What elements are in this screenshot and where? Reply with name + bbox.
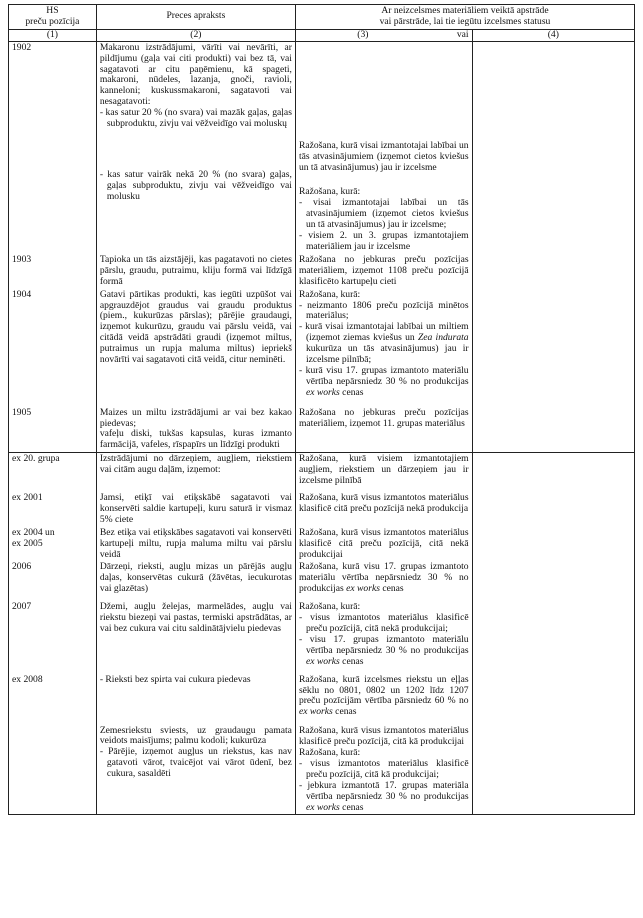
alternative-rule — [472, 596, 634, 668]
table-row — [9, 669, 635, 815]
processing-rule: Ražošana, kurā visus izmantotos materiālus klasificē citā preču pozīcijā, citā nekā produkcijai — [295, 527, 472, 562]
description: Bez etiķa vai etiķskābes sagatavoti vai konservēti kartupeļi miltu, rupja maluma miltu vai pārslu veidā — [96, 527, 295, 562]
processing-rule: Ražošana no jebkuras preču pozīcijas materiāliem, izņemot 1108 preču pozīcijā klasificēto kartupeļu cieti — [295, 254, 472, 289]
header-hs-code: HS preču pozīcija — [9, 5, 97, 30]
hs-code: 1902 — [9, 41, 97, 254]
table-row — [9, 488, 635, 527]
processing-rule: Ražošana, kurā: - neizmanto 1806 preču pozīcijā minētos materiālus; - kurā visai izmantotajai labībai un miltiem (izņemot ziemas kviešus un Zea indurata kukurūza un tās atvasinājumus) jau ir izcelsme pilnībā; - kurā visu 17. grupas izmantoto materiālu vērtība nepārsniedz 30 % no produkcijas ex works cenas — [295, 289, 472, 400]
table-row — [9, 527, 635, 562]
hs-code: 1905 — [9, 400, 97, 453]
hs-code: 1904 — [9, 289, 97, 400]
table-row — [9, 561, 635, 596]
description: Jamsi, etiķī vai etiķskābē sagatavoti vai konservēti saldie kartupeļi, kuru saturā ir vismaz 5% ciete — [96, 488, 295, 527]
hs-code: 2007 — [9, 596, 97, 668]
origin-rules-table — [8, 4, 635, 815]
alternative-rule — [472, 527, 634, 562]
hs-code: ex 2001 — [9, 488, 97, 527]
alternative-rule — [472, 289, 634, 400]
document-page — [8, 4, 635, 914]
alternative-rule — [472, 400, 634, 453]
alternative-rule — [472, 669, 634, 815]
column-number-3: (3) vai — [295, 29, 472, 41]
description: Izstrādājumi no dārzeņiem, augļiem, riekstiem vai citām augu daļām, izņemot: — [96, 453, 295, 488]
alternative-rule — [472, 561, 634, 596]
alternative-rule — [472, 41, 634, 254]
processing-rule: Ražošana no jebkuras preču pozīcijas materiāliem, izņemot 11. grupas materiālus — [295, 400, 472, 453]
header-row — [9, 5, 635, 30]
table-row — [9, 453, 635, 488]
table-row — [9, 41, 635, 254]
alternative-rule — [472, 254, 634, 289]
processing-rule: Ražošana, kurā: - visus izmantotos materiālus klasificē preču pozīcijā, citā nekā produkcijai; - visu 17. grupas izmantoto materiālu vērtība nepārsniedz 30 % no produkcijas ex works cenas — [295, 596, 472, 668]
description: Maizes un miltu izstrādājumi ar vai bez kakao piedevas; vafeļu diski, tukšas kapsulas, kuras izmanto farmācijā, vafeles, rīspapīrs un līdzīgi produkti — [96, 400, 295, 453]
hs-code: ex 20. grupa — [9, 453, 97, 488]
column-number-4: (4) — [472, 29, 634, 41]
description: Džemi, augļu želejas, marmelādes, augļu vai riekstu biezeņi vai pastas, termiski apstrādātas, ar vai bez cukura vai citu saldinātājvielu piedevas — [96, 596, 295, 668]
description: Gatavi pārtikas produkti, kas iegūti uzpūšot vai apgrauzdējot graudus vai graudu produktus (piem., kukurūzas pārslas); pārējie graudaugi, izņemot kukurūzu, graudu vai pārslu veidā, vai citādā veidā apstrādāti graudi (izņemot miltus, putraimus un rupja maluma miltus) iepriekš novārīti vai sagatavoti citā veidā, citur neminēti. — [96, 289, 295, 400]
header-description: Preces apraksts — [96, 5, 295, 30]
alternative-rule — [472, 488, 634, 527]
description: Dārzeņi, rieksti, augļu mizas un pārējās augļu daļas, konservētas cukurā (žāvētas, iecukurotas vai glazētas) — [96, 561, 295, 596]
header-processing: Ar neizcelsmes materiāliem veiktā apstrāde vai pārstrāde, lai tie iegūtu izcelsmes statusu — [295, 5, 634, 30]
processing-rule: Ražošana, kurā visu 17. grupas izmantoto materiālu vērtība nepārsniedz 30 % no produkcijas ex works cenas — [295, 561, 472, 596]
hs-code: 1903 — [9, 254, 97, 289]
hs-code: ex 2008 — [9, 669, 97, 815]
table-row — [9, 254, 635, 289]
processing-rule: Ražošana, kurā visus izmantotos materiālus klasificē citā preču pozīcijā nekā produkcija — [295, 488, 472, 527]
processing-rule: Ražošana, kurā visai izmantotajai labībai un tās atvasinājumiem (izņemot cietos kviešus un tā atvasinājumus) jau ir izcelsme Ražošana, kurā: - visai izmantotajai labībai un tās atvasinājumiem (izņemot cietos kviešus un tā atvasinājumus) jau ir izcelsme; - visiem 2. un 3. grupas izmantotajiem materiāliem jau ir izcelsme — [295, 41, 472, 254]
table-row — [9, 596, 635, 668]
column-number-2: (2) — [96, 29, 295, 41]
processing-rule: Ražošana, kurā visiem izmantotajiem augļiem, riekstiem un dārzeņiem jau ir izcelsme pilnībā — [295, 453, 472, 488]
column-number-row — [9, 29, 635, 41]
table-row — [9, 400, 635, 453]
alternative-rule — [472, 453, 634, 488]
description: - Rieksti bez spirta vai cukura piedevas Zemesriekstu sviests, uz graudaugu pamata veidots maisījums; palmu kodoli; kukurūza - Pārējie, izņemot augļus un riekstus, kas nav gatavoti vārot, tvaicējot vai vārot ūdenī, bez cukura, sasaldēti — [96, 669, 295, 815]
description: Tapioka un tās aizstājēji, kas pagatavoti no cietes pārslu, graudu, putraimu, kliju formā vai līdzīgā formā — [96, 254, 295, 289]
column-number-1: (1) — [9, 29, 97, 41]
processing-rule: Ražošana, kurā izcelsmes riekstu un eļļas sēklu no 0801, 0802 un 1202 līdz 1207 preču pozīcijām vērtība pārsniedz 60 % no ex works cenas Ražošana, kurā visus izmantotos materiālus klasificē preču pozīcijā, citā kā produkcijai Ražošana, kurā: - visus izmantotos materiālus klasificē preču pozīcijā, citā kā produkcijai; - jebkura izmantotā 17. grupas materiāla vērtība nepārsniedz 30 % no produkcijas ex works cenas — [295, 669, 472, 815]
hs-code: 2006 — [9, 561, 97, 596]
description: Makaronu izstrādājumi, vārīti vai nevārīti, ar pildījumu (gaļa vai citi produkti) vai bez tā, vai sagatavoti ar citu paņēmienu, kā spageti, makaroni, nūdeles, lazanja, gnoči, ravioli, kanneloni; kuskussmakaroni, sagatavoti vai nesagatavoti: - kas satur 20 % (no svara) vai mazāk gaļas, gaļas subproduktu, zivju vai vēžveidīgo vai moluskų - kas satur vairāk nekā 20 % (no svara) gaļas, gaļas subproduktu, zivju vai vēžveidīgo vai molusku — [96, 41, 295, 254]
table-row — [9, 289, 635, 400]
hs-code: ex 2004 un ex 2005 — [9, 527, 97, 562]
